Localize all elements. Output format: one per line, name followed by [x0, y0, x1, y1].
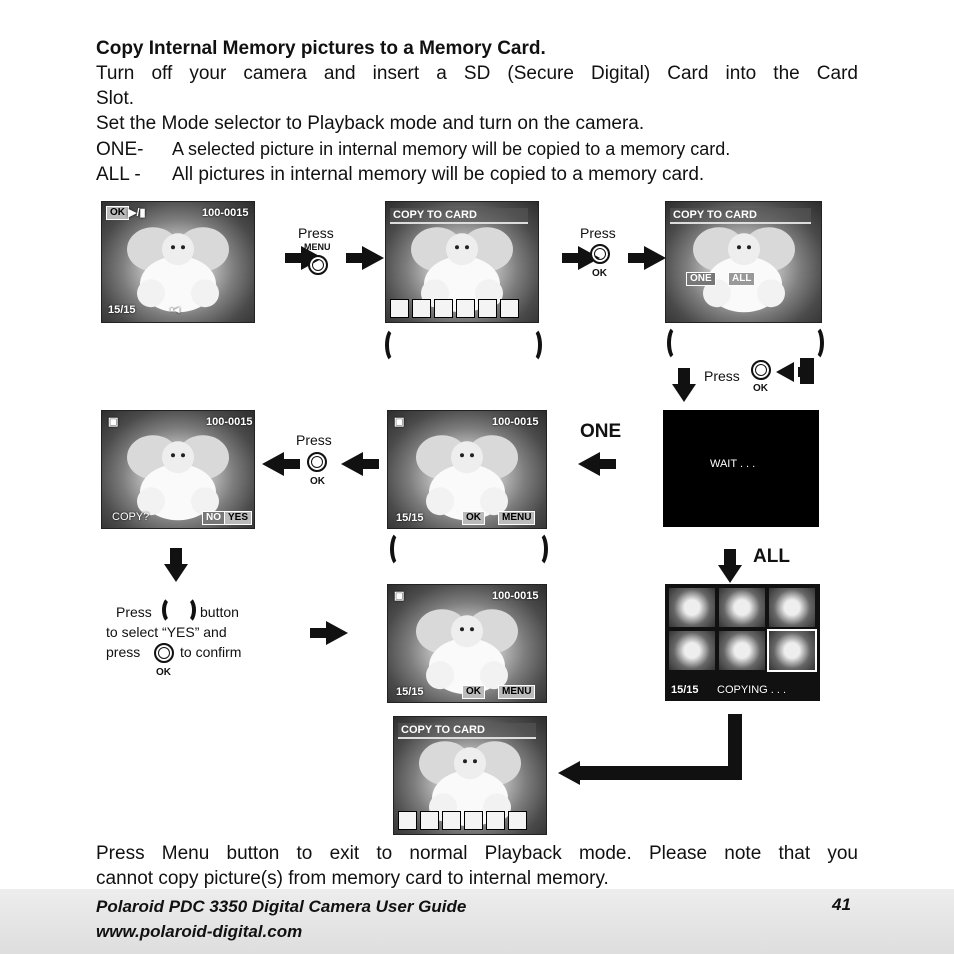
screen-playback: [101, 201, 255, 323]
screen-copy-confirm: [101, 410, 255, 529]
ok-button-icon: [590, 244, 610, 264]
flow-arrow-right: [362, 246, 384, 270]
copying-status: COPYING . . .: [717, 684, 787, 696]
press-label: Press: [298, 225, 334, 241]
ok-button-icon: [307, 452, 327, 472]
image-counter: 15/15: [108, 304, 136, 316]
screen-select-picture: [387, 410, 547, 529]
right-button-icon: [178, 596, 196, 624]
page-footer: [0, 889, 954, 954]
no-option: NO: [202, 511, 225, 525]
file-number: 100-0015: [202, 207, 249, 219]
internal-memory-icon: ▣: [394, 416, 405, 428]
menu-chip: MENU: [498, 511, 535, 525]
copy-question: COPY?: [112, 511, 150, 523]
ok-caption: OK: [156, 667, 171, 678]
movie-icon: ▪◂: [170, 304, 180, 316]
flow-arrow-left: [578, 452, 600, 476]
flow-arrow-right: [644, 246, 666, 270]
image-counter: 15/15: [671, 684, 699, 696]
right-button-icon: [806, 325, 824, 361]
yes-option: YES: [224, 511, 252, 525]
flow-arrow-down: [164, 564, 188, 582]
image-counter: 15/15: [396, 686, 424, 698]
one-option: ONE: [686, 272, 716, 286]
one-term: ONE-: [96, 139, 144, 160]
menu-icon-row: [398, 811, 527, 830]
instruction-press: Press: [116, 604, 152, 620]
thumbnail: [719, 588, 765, 627]
menu-title-bar: [398, 723, 536, 739]
one-description: A selected picture in internal memory will be copied to a memory card.: [172, 139, 731, 159]
one-path-label: ONE: [580, 421, 622, 442]
all-term: ALL -: [96, 164, 141, 185]
screen-wait: [663, 410, 819, 527]
menu-title: COPY TO CARD: [393, 209, 477, 221]
all-path-label: ALL: [753, 546, 790, 567]
thumbnail-grid: [669, 588, 815, 670]
intro-line-3: Set the Mode selector to Playback mode and turn on the camera.: [96, 113, 645, 134]
file-number: 100-0015: [206, 416, 253, 428]
file-number: 100-0015: [492, 416, 539, 428]
left-button-icon: [390, 531, 408, 567]
thumbnail: [669, 588, 715, 627]
instruction-press-2: press: [106, 644, 141, 660]
closing-line-1: Press Menu button to exit to normal Playback mode. Please note that you: [96, 843, 858, 864]
menu-icon-row: [390, 299, 519, 318]
footer-title: Polaroid PDC 3350 Digital Camera User Guide: [96, 897, 467, 916]
ok-caption: OK: [753, 383, 768, 394]
flow-arrow-down: [718, 565, 742, 583]
right-button-icon: [530, 531, 548, 567]
menu-title: COPY TO CARD: [673, 209, 757, 221]
internal-memory-icon: ▣: [394, 590, 405, 602]
menu-caption: MENU: [304, 242, 331, 252]
left-button-icon: [385, 327, 403, 363]
all-description: All pictures in internal memory will be copied to a memory card.: [172, 164, 705, 185]
flow-arrow-left: [262, 452, 284, 476]
intro-line-1: Turn off your camera and insert a SD (Secure Digital) Card into the Card: [96, 63, 858, 84]
intro-line-2: Slot.: [96, 88, 135, 109]
right-button-icon: [524, 327, 542, 363]
footer-url: www.polaroid-digital.com: [96, 922, 303, 941]
flow-arrow-down: [672, 384, 696, 402]
instruction-confirm: to confirm: [180, 644, 242, 660]
thumbnail: [669, 631, 715, 670]
section-heading: Copy Internal Memory pictures to a Memory Card.: [96, 38, 546, 59]
ok-caption: OK: [592, 268, 607, 279]
ok-button-icon: [154, 643, 174, 663]
press-label: Press: [580, 225, 616, 241]
ok-chip: OK: [462, 511, 485, 525]
thumbnail-selected: [769, 631, 815, 670]
left-button-icon: [667, 325, 685, 361]
press-label: Press: [704, 368, 740, 384]
instruction-button: button: [200, 604, 239, 620]
menu-title: COPY TO CARD: [401, 724, 485, 736]
thumbnail: [719, 631, 765, 670]
flow-arrow-return-horizontal: [578, 766, 742, 780]
menu-title-bar: [390, 208, 528, 224]
instruction-select: to select “YES” and: [106, 624, 227, 640]
flow-arrow-right: [326, 621, 348, 645]
menu-chip: MENU: [498, 685, 535, 699]
ok-button-icon: [751, 360, 771, 380]
play-pause-icon: ▶/▮: [128, 207, 146, 219]
screen-one-all: [665, 201, 822, 323]
file-number: 100-0015: [492, 590, 539, 602]
ok-chip: OK: [106, 206, 129, 220]
wait-text: WAIT . . .: [710, 458, 756, 470]
all-option: ALL: [728, 272, 755, 286]
image-counter: 15/15: [396, 512, 424, 524]
internal-memory-icon: ▣: [108, 416, 119, 428]
menu-button-icon: [308, 255, 328, 275]
flow-arrow-left: [776, 362, 794, 382]
flow-arrow-left: [341, 452, 363, 476]
screen-copy-menu-final: [393, 716, 547, 835]
press-label: Press: [296, 432, 332, 448]
menu-title-bar: [670, 208, 811, 224]
closing-line-2: cannot copy picture(s) from memory card to internal memory.: [96, 868, 609, 889]
thumbnail: [769, 588, 815, 627]
flow-arrow-left: [558, 761, 580, 785]
ok-caption: OK: [310, 476, 325, 487]
page-number: 41: [832, 895, 851, 914]
screen-copying-thumbnails: [665, 584, 820, 701]
ok-chip: OK: [462, 685, 485, 699]
screen-copy-done: [387, 584, 547, 703]
screen-copy-menu: [385, 201, 539, 323]
